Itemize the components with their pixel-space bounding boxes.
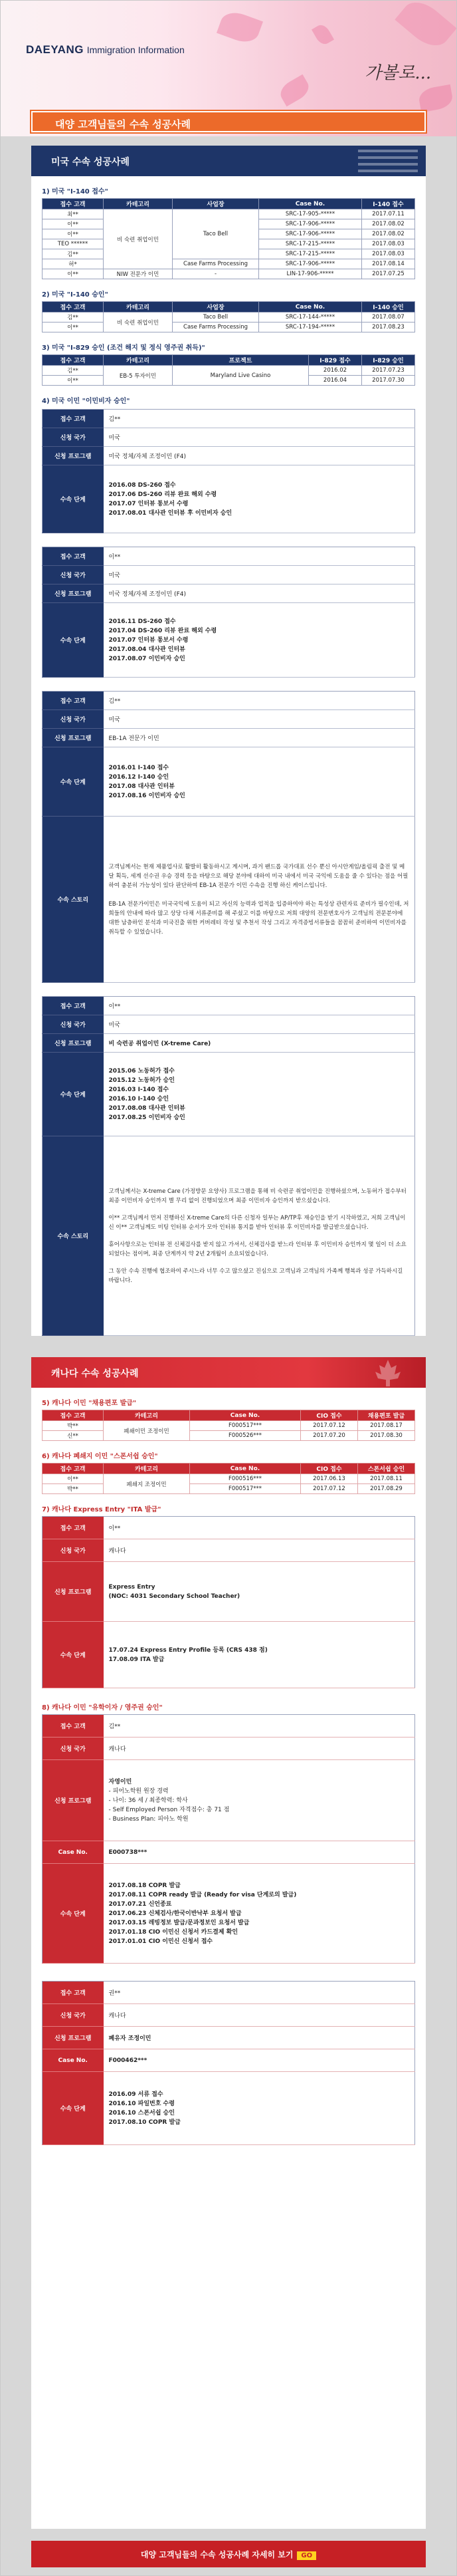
table-cell: 신청 프로그램 <box>43 447 104 465</box>
text-value: 2017.08.07 이민비자 승인 <box>108 655 185 662</box>
text-value: 2017.01.01 CIO 이민신 신청서 접수 <box>108 1938 213 1945</box>
s3-title: 3) 미국 "I-829 승인 (조건 해지 및 정식 영주권 취득)" <box>42 344 205 352</box>
table-cell: 접수 고객 <box>43 692 104 710</box>
table-cell <box>104 1136 415 1336</box>
text-value: 2015.06 노동허가 접수 <box>108 1067 175 1075</box>
table-cell: 신청 국가 <box>43 1015 104 1034</box>
table-header-cell: Case No. <box>190 1464 301 1474</box>
table-header-cell: 카테고리 <box>104 1410 190 1421</box>
text-value: 17.08.09 ITA 발급 <box>108 1656 165 1663</box>
us-case-card-4 <box>42 996 415 1336</box>
table-cell: 신청 프로그램 <box>43 1562 104 1622</box>
table-cell: 신청 국가 <box>43 1738 104 1760</box>
text-value: 2017.08.01 대사관 인터뷰 후 이민비자 승인 <box>108 509 232 517</box>
ca-case-card-1 <box>42 1714 415 1964</box>
table-cell: Case No. <box>43 2049 104 2072</box>
table-cell: 2017.08.07 <box>362 313 415 322</box>
text-value: 2017.08.25 이민비자 승인 <box>108 1114 185 1121</box>
text-value: 2017.08.10 COPR 발급 <box>108 2119 181 2126</box>
table-cell: 2017.07.12 <box>301 1484 358 1494</box>
table-cell: 미국 정체/자체 조정이민 (F4) <box>104 584 415 603</box>
text-value: 2016.01 I-140 접수 <box>108 764 169 771</box>
table-cell: 신청 국가 <box>43 428 104 447</box>
table-cell: 비 숙련 취업이민 <box>104 209 173 269</box>
table-cell: SRC-17-906-***** <box>259 259 362 269</box>
text-value: 2017.04 DS-260 리뷰 완료 해외 수령 <box>108 627 217 634</box>
table-cell: 2017.08.29 <box>358 1484 415 1494</box>
table-cell: 김** <box>43 366 104 376</box>
text-value: 2016.10 I-140 승인 <box>108 1095 169 1102</box>
table-header-cell: 접수 고객 <box>43 1410 104 1421</box>
table-cell: 폐쇄이민 조정이민 <box>104 1421 190 1441</box>
s7-title: 7) 캐나다 Express Entry "ITA 발급" <box>42 1506 161 1513</box>
text-value: 고객님께서는 X-treme Care (가정방문 요양사) 프로그램을 통해 비 숙련공 취업이민을 진행하셨으며, 노동허가 접수부터 최종 이민비자 승인까지 별 무리 없이 진행되었으며 최종 이민비자 승인까지 받으셨습니다. <box>108 1188 407 1204</box>
table-cell: 폐쇄지 조정이민 <box>104 1474 190 1494</box>
table-cell: 접수 고객 <box>43 997 104 1015</box>
text-value: - 피어노학원 원장 경력 <box>108 1787 169 1795</box>
table-row <box>43 269 415 279</box>
s3-table <box>42 354 415 386</box>
table-cell: 접수 고객 <box>43 410 104 428</box>
table-cell: E000738*** <box>104 1841 415 1864</box>
table-cell: 캐나다 <box>104 1539 415 1562</box>
table-cell: 폐유자 조정이민 <box>104 2027 415 2049</box>
text-value: 2017.07 인터뷰 통보서 수령 <box>108 500 189 507</box>
text-value: 2016.12 I-140 승인 <box>108 773 169 781</box>
table-cell: 미국 <box>104 428 415 447</box>
table-cell: F000516*** <box>190 1474 301 1484</box>
table-header-cell: 접수 고객 <box>43 302 104 313</box>
us-flag-icon <box>358 146 418 176</box>
us-case-card-1 <box>42 409 415 533</box>
table-cell: 미국 <box>104 566 415 584</box>
table-row <box>43 366 415 376</box>
table-row <box>43 1421 415 1431</box>
table-cell: 권** <box>104 1982 415 2004</box>
table-cell: 김** <box>104 410 415 428</box>
table-cell: 2017.08.03 <box>362 249 415 259</box>
text-value: 이** 고객님께서 먼저 진행하신 X-treme Care의 다른 신청자 일부는 AP/TP후 재승인을 받기 시작하였고, 저희 고객님이신 이** 고객님께도 미팅 인터뷰 순서가 모아 인터뷰 통지를 받아 인터뷰 후 이민비자를 발급받으셨습니다. <box>108 1214 406 1231</box>
table-cell: 신청 국가 <box>43 566 104 584</box>
s5-table <box>42 1410 415 1441</box>
text-value: 2017.08.11 COPR ready 발급 (Ready for visa 단계로의 발급) <box>108 1891 297 1898</box>
table-cell: 이** <box>43 269 104 279</box>
table-cell: 이** <box>43 376 104 386</box>
table-cell: 이** <box>104 997 415 1015</box>
us-case-card-3 <box>42 691 415 983</box>
go-button[interactable]: GO <box>297 2551 316 2560</box>
table-cell: 이** <box>43 229 104 239</box>
table-cell: 김** <box>104 692 415 710</box>
text-value: 2017.01.18 CIO 이민신 신청서 카드결제 확인 <box>108 1928 238 1936</box>
table-cell: 2017.07.30 <box>362 376 415 386</box>
table-row <box>43 1431 415 1441</box>
table-cell: 미국 <box>104 1015 415 1034</box>
table-cell: 수속 단계 <box>43 1622 104 1688</box>
text-value: DAEYANG <box>26 43 84 56</box>
table-header-cell: CIO 접수 <box>301 1410 358 1421</box>
text-value: Immigration Information <box>86 45 185 55</box>
table-cell: 이** <box>104 547 415 566</box>
table-cell: 이** <box>43 322 104 332</box>
table-cell: 박** <box>43 1484 104 1494</box>
table-cell: SRC-17-215-***** <box>259 249 362 259</box>
table-row <box>43 322 415 332</box>
table-cell <box>104 1053 415 1136</box>
table-header-cell: I-140 접수 <box>362 199 415 209</box>
table-cell: 신청 프로그램 <box>43 584 104 603</box>
us-title: 미국 수속 성공사례 <box>51 157 130 168</box>
s4-title: 4) 미국 이민 "이민비자 승인" <box>42 398 130 405</box>
table-header-cell: 카테고리 <box>104 355 173 366</box>
table-header-cell: 프로젝트 <box>173 355 309 366</box>
canada-panel <box>31 1357 426 2529</box>
table-cell <box>104 1562 415 1622</box>
text-value: - Business Plan: 피아노 학원 <box>108 1815 189 1823</box>
table-cell <box>104 747 415 817</box>
table-cell: 캐나다 <box>104 1738 415 1760</box>
table-cell: 신청 국가 <box>43 1539 104 1562</box>
table-cell: 2017.07.11 <box>362 209 415 219</box>
table-cell <box>104 817 415 983</box>
text-value: 2016.10 파일번호 수령 <box>108 2100 175 2107</box>
table-cell: 신청 프로그램 <box>43 1034 104 1053</box>
table-cell: Case Farms Processing <box>173 259 259 269</box>
table-cell: 2017.08.03 <box>362 239 415 249</box>
table-cell <box>104 1622 415 1688</box>
text-value: 2016.11 DS-260 접수 <box>108 618 176 625</box>
hero-header <box>1 1 456 136</box>
table-cell: 이** <box>43 219 104 229</box>
s1-table <box>42 198 415 279</box>
table-cell: 2017.08.02 <box>362 229 415 239</box>
table-cell: 수속 단계 <box>43 1864 104 1964</box>
page-banner <box>31 111 426 132</box>
table-header-cell: 접수 고객 <box>43 1464 104 1474</box>
table-cell: 신청 국가 <box>43 2004 104 2027</box>
table-cell: F000517*** <box>190 1484 301 1494</box>
table-cell <box>104 465 415 533</box>
table-cell: 수속 스토리 <box>43 817 104 983</box>
table-header-cell: 접수 고객 <box>43 355 104 366</box>
table-cell: 2017.07.25 <box>362 269 415 279</box>
table-header-cell: 카테고리 <box>104 199 173 209</box>
table-header-cell: 사업장 <box>173 199 259 209</box>
text-value: 2017.06.23 신체검사/한국이반낙부 요청서 발급 <box>108 1910 242 1917</box>
table-cell: 이** <box>104 1517 415 1539</box>
table-cell: EB-5 투자이민 <box>104 366 173 386</box>
ca-case-card-2 <box>42 1981 415 2145</box>
text-value: - 나이: 36 세 / 최종학력: 학사 <box>108 1797 188 1804</box>
table-cell: Taco Bell <box>173 313 259 322</box>
table-cell: 수속 단계 <box>43 465 104 533</box>
table-header-cell: Case No. <box>190 1410 301 1421</box>
table-cell: TEO ****** <box>43 239 104 249</box>
table-header-cell: 카테고리 <box>104 302 173 313</box>
table-cell: 최** <box>43 209 104 219</box>
table-cell: 접수 고객 <box>43 1715 104 1738</box>
text-value: 자영이민 <box>108 1778 132 1785</box>
table-cell: 김** <box>43 249 104 259</box>
text-value: 고객님께서는 현재 제품업사로 활발히 활동하시고 계시며, 과거 팬드롭 국가대표 선수 뿐신 아시안게임/올림픽 출전 및 메달 획득, 세계 선수권 우승 경력 등을 바탕으로 해당 분야에 대하여 미국 내에서 미국 국익에 도움을 줄 수 있다는 점을 어필하여 충분히 가능성이 있다 판단하여 EB-1A 전문가 이민 수속을 진행 하신 케이스입니다. <box>108 863 409 889</box>
table-cell: SRC-17-144-***** <box>259 313 362 322</box>
text-value: 2017.08.16 이민비자 승인 <box>108 792 185 799</box>
text-value: 그 동안 수속 진행에 협조하여 주시느라 너무 수고 많으셨고 진심으로 고객님과 고객님의 가족께 행복과 성공 가득하시길 바랍니다. <box>108 1267 403 1284</box>
hero-script-text: 가볼로... <box>365 63 432 83</box>
table-cell: 2017.08.17 <box>358 1421 415 1431</box>
text-value: 2015.12 노동허가 승인 <box>108 1077 175 1084</box>
text-value: 17.07.24 Express Entry Profile 등록 (CRS 438 점) <box>108 1646 268 1654</box>
table-cell <box>104 1760 415 1841</box>
s6-table <box>42 1463 415 1494</box>
table-cell: 신청 프로그램 <box>43 729 104 747</box>
table-cell: 신청 국가 <box>43 710 104 729</box>
us-panel <box>31 146 426 1336</box>
banner-title: 대양 고객님들의 수속 성공사례 <box>55 118 191 130</box>
table-cell: 수속 단계 <box>43 747 104 817</box>
table-header-cell: I-140 승인 <box>362 302 415 313</box>
table-cell: 허* <box>43 259 104 269</box>
text-value: Express Entry <box>108 1583 155 1591</box>
text-value: 2016.10 스폰서쉽 승인 <box>108 2109 175 2117</box>
table-cell: 2016.04 <box>309 376 362 386</box>
table-cell: 2017.08.14 <box>362 259 415 269</box>
us-case-card-2 <box>42 547 415 678</box>
table-cell: Case No. <box>43 1841 104 1864</box>
table-cell: 캐나다 <box>104 2004 415 2027</box>
table-row <box>43 1474 415 1484</box>
table-cell <box>104 2072 415 2145</box>
table-row <box>43 1484 415 1494</box>
text-value: 2017.07.21 신언종료 <box>108 1900 172 1908</box>
text-value: 2017.08.04 대사관 인터뷰 <box>108 646 185 653</box>
table-cell: 미국 정체/자체 조정이민 (F4) <box>104 447 415 465</box>
table-header-cell: 카테고리 <box>104 1464 190 1474</box>
table-cell: 수속 단계 <box>43 603 104 678</box>
table-header-cell: Case No. <box>259 302 362 313</box>
text-value: 휴어사항으로는 인터뷰 전 신체검사를 받지 않고 가셔서, 신체검사를 받느라 인터뷰 후 이민비자 승인까지 몇 일이 더 소요되었다는 점이며, 최종 단계까지 약 2년 2개월이 소요되었습니다. <box>108 1241 407 1257</box>
table-cell: 김** <box>43 313 104 322</box>
view-more-label: 대양 고객님들의 수속 성공사례 자세히 보기 <box>140 2550 294 2559</box>
table-cell: 2017.07.20 <box>301 1431 358 1441</box>
table-cell <box>104 603 415 678</box>
table-cell: 비 숙련공 취업이민 (X-treme Care) <box>104 1034 415 1053</box>
table-cell: 접수 고객 <box>43 547 104 566</box>
us-header <box>31 146 426 176</box>
table-cell: Case Farms Processing <box>173 322 259 332</box>
table-cell: 비 숙련 취업이민 <box>104 313 173 332</box>
canada-header <box>31 1357 426 1388</box>
table-header-cell: 사업장 <box>173 302 259 313</box>
table-cell: 수속 단계 <box>43 1053 104 1136</box>
table-cell: SRC-17-905-***** <box>259 209 362 219</box>
text-value: 2016.03 I-140 접수 <box>108 1086 169 1093</box>
ca-case-card-ita <box>42 1516 415 1688</box>
table-cell: SRC-17-906-***** <box>259 219 362 229</box>
table-cell: 2016.02 <box>309 366 362 376</box>
table-cell: 수속 단계 <box>43 2072 104 2145</box>
table-cell: - <box>173 269 259 279</box>
text-value: 2017.03.15 레빙정보 발급/문과정보인 요청서 발급 <box>108 1919 250 1926</box>
table-header-cell: 스폰서쉽 승인 <box>358 1464 415 1474</box>
table-row <box>43 209 415 219</box>
view-more-button[interactable] <box>31 2541 426 2567</box>
table-cell: F000462*** <box>104 2049 415 2072</box>
table-header-cell: Case No. <box>259 199 362 209</box>
text-value: (NOC: 4031 Secondary School Teacher) <box>108 1593 240 1600</box>
text-value: 2017.07 인터뷰 통보서 수령 <box>108 636 189 644</box>
text-value: - Self Employed Person 자격점수: 총 71 점 <box>108 1806 230 1813</box>
table-cell: 김** <box>104 1715 415 1738</box>
s6-title: 6) 캐나다 폐쇄지 이민 "스폰서쉽 승인" <box>42 1453 158 1460</box>
table-cell: 2017.08.02 <box>362 219 415 229</box>
table-cell: SRC-17-906-***** <box>259 229 362 239</box>
table-cell: F000517*** <box>190 1421 301 1431</box>
table-cell: LIN-17-906-***** <box>259 269 362 279</box>
s8-title: 8) 캐나다 이민 "유학이자 / 영주권 승인" <box>42 1704 163 1712</box>
table-cell: SRC-17-215-***** <box>259 239 362 249</box>
table-cell: 2017.08.11 <box>358 1474 415 1484</box>
text-value: 2017.06 DS-260 리뷰 완료 해외 수령 <box>108 491 217 498</box>
table-cell: NIW 전문가 이민 <box>104 269 173 279</box>
table-cell: F000526*** <box>190 1431 301 1441</box>
brand-logo[interactable] <box>26 43 185 57</box>
text-value: 2017.08.08 대사관 인터뷰 <box>108 1104 185 1112</box>
table-cell: 접수 고객 <box>43 1982 104 2004</box>
s2-table <box>42 301 415 332</box>
s1-title: 1) 미국 "I-140 접수" <box>42 188 108 195</box>
table-header-cell: 접수 고객 <box>43 199 104 209</box>
maple-leaf-icon <box>358 1357 418 1388</box>
table-cell: 2017.08.23 <box>362 322 415 332</box>
table-cell: 2017.06.13 <box>301 1474 358 1484</box>
table-cell: 2017.08.30 <box>358 1431 415 1441</box>
table-header-cell: CIO 접수 <box>301 1464 358 1474</box>
table-cell: 이** <box>43 1474 104 1484</box>
table-cell <box>104 1864 415 1964</box>
table-cell: 접수 고객 <box>43 1517 104 1539</box>
table-header-cell: I-829 접수 <box>309 355 362 366</box>
table-cell: 신** <box>43 1431 104 1441</box>
table-cell: Maryland Live Casino <box>173 366 309 386</box>
table-cell: 신청 프로그램 <box>43 2027 104 2049</box>
table-row <box>43 313 415 322</box>
s5-title: 5) 캐나다 이민 "채용편포 발급" <box>42 1400 137 1407</box>
table-header-cell: I-829 승인 <box>362 355 415 366</box>
text-value: 2017.08 대사관 인터뷰 <box>108 783 175 790</box>
table-cell: 박** <box>43 1421 104 1431</box>
text-value: 2016.08 DS-260 접수 <box>108 481 176 489</box>
table-cell: 2017.07.12 <box>301 1421 358 1431</box>
text-value: 2016.09 서류 접수 <box>108 2091 163 2098</box>
text-value: 2017.08.18 COPR 발급 <box>108 1882 181 1889</box>
s2-title: 2) 미국 "I-140 승인" <box>42 291 108 299</box>
table-cell: 신청 프로그램 <box>43 1760 104 1841</box>
table-cell: Taco Bell <box>173 209 259 259</box>
table-cell: 미국 <box>104 710 415 729</box>
table-cell: SRC-17-194-***** <box>259 322 362 332</box>
table-cell: 2017.07.23 <box>362 366 415 376</box>
text-value: EB-1A 전문가이민은 미국국익에 도움이 되고 자신의 능력과 업적을 입증하여야 하는 특성상 관련자료 준비가 필수인데, 저희들의 안내에 따라 많고 상당 다채 서류준비를 해 주셨고 이를 바탕으로 저희 대양의 전문변호사가 고객님의 전문분야에 대한 남층하인 분석과 미국진출 위한 커버레터 작성 및 추천서 작성 그리고 자격증빙서류들을 꼼꼼히 준비하여 이민비자를 취득할 수 있었습니다. <box>108 900 409 936</box>
canada-title: 캐나다 수속 성공사례 <box>51 1368 139 1379</box>
table-header-cell: 채용편포 발급 <box>358 1410 415 1421</box>
table-cell: 수속 스토리 <box>43 1136 104 1336</box>
table-cell: EB-1A 전문가 이민 <box>104 729 415 747</box>
table-row <box>43 259 415 269</box>
